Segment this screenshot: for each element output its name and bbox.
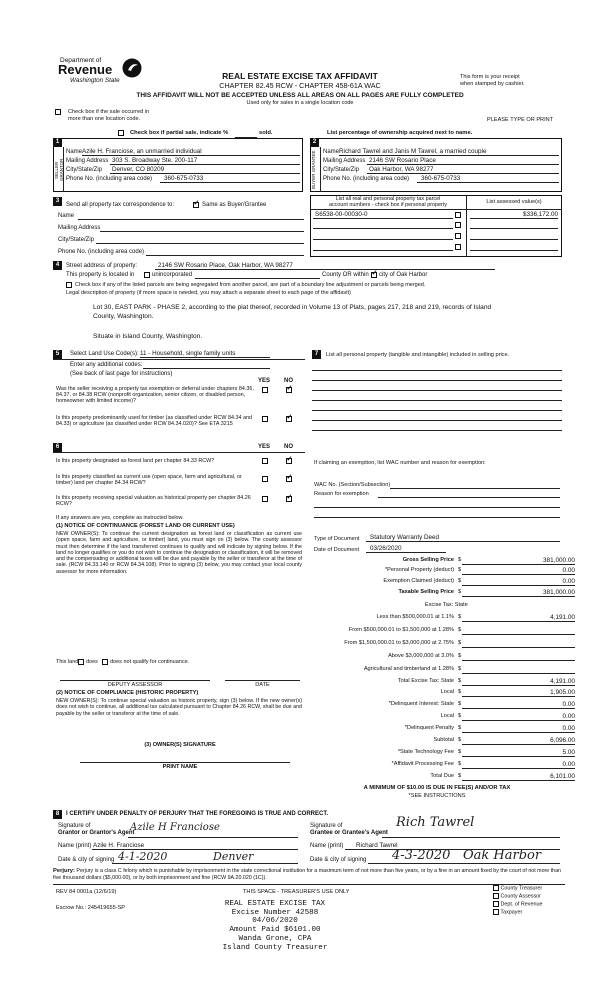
seller-city[interactable]: Denver, CO 80209 — [112, 166, 165, 173]
copy-dept-revenue-checkbox[interactable] — [493, 901, 499, 907]
taxable-value[interactable]: 381,000.00 — [462, 589, 575, 597]
stamp-line3: 04/06/2020 — [252, 917, 298, 926]
deputy-date-label: DATE — [255, 682, 270, 688]
deputy-assessor-label: DEPUTY ASSESSOR — [107, 682, 163, 688]
seller-side-label: SELLER GRANTOR — [54, 158, 65, 182]
taxable-label: Taxable Selling Price — [398, 589, 454, 595]
s6-q2-no[interactable] — [286, 476, 292, 483]
buyer-box — [310, 138, 562, 192]
t1-label: Less than $500,000.01 at 1.1% — [376, 614, 454, 620]
exemption-value[interactable]: 0.00 — [462, 578, 575, 586]
additional-codes-label: Enter any additional codes: — [70, 362, 143, 368]
unincorporated-checkbox[interactable] — [144, 272, 150, 279]
section-5-tag: 5 — [53, 350, 62, 359]
gross-label: Gross Selling Price — [402, 557, 454, 563]
buyer-side-label: BUYER GRANTEE — [311, 150, 316, 190]
copy-county-assessor-label: County Assessor — [500, 893, 541, 900]
t4-label: Above $3,000,000 at 3.0% — [388, 653, 454, 659]
t3-value[interactable] — [462, 640, 575, 648]
see-back-note: (See back of last page for instructions) — [70, 371, 173, 377]
assessed-value[interactable]: $336,172.00 — [522, 211, 558, 218]
s6-q3-yes[interactable] — [262, 496, 268, 503]
print-name-label: PRINT NAME — [162, 764, 198, 770]
grantee-city[interactable]: Oak Harbor — [463, 848, 542, 863]
parcel-header-2: account numbers - check box if personal property — [328, 202, 448, 208]
copy-taxpayer-label: Taxpayer — [500, 909, 523, 916]
doc-type-label: Type of Document — [314, 536, 360, 542]
parcel-header-1: List all real and personal property tax parcel — [335, 196, 441, 202]
affidavit-value[interactable]: 0.00 — [462, 761, 575, 769]
s5-q1: Was the seller receiving a property tax exemption or deferral under chapters 84.36, 84.37, or 84.38 RCW (nonprofit organization, senior citizen, or disabled person, homeowner with limited income)? — [56, 386, 254, 405]
local-value[interactable]: 1,905.00 — [462, 689, 575, 697]
seller-mailing[interactable]: 303 S. Broadway Ste. 200-117 — [112, 157, 198, 164]
seller-mailing-label: Mailing Address — [66, 158, 109, 164]
copy-taxpayer-checkbox[interactable] — [493, 909, 499, 915]
rev-number: REV 84 0001a (12/6/19) — [56, 889, 117, 895]
exemption-currency: $ — [458, 578, 462, 584]
parcel-number[interactable]: S6538-00-00030-0 — [315, 211, 368, 218]
logo-line3: Washington State — [70, 77, 120, 84]
section-2-tag: 2 — [310, 138, 319, 147]
copy-county-assessor — [493, 893, 541, 900]
excise-state-label: Excise Tax: State — [425, 602, 468, 608]
delinquent-local-currency: $ — [458, 713, 462, 719]
copy-county-assessor-checkbox[interactable] — [493, 893, 499, 899]
street-label: Street address of property: — [66, 263, 138, 269]
grantee-sig-label-1: Signature of — [310, 823, 343, 829]
total-due-label: Total Due — [430, 773, 454, 779]
ownership-note: List percentage of ownership acquired next to name. — [327, 130, 473, 136]
reason-label: Reason for exemption — [314, 491, 369, 497]
tech-currency: $ — [458, 749, 462, 755]
personal-property-label: List all personal property (tangible and intangible) included in selling price. — [326, 352, 510, 358]
grantee-date[interactable]: 4-3-2020 — [392, 848, 451, 863]
section-1-tag: 1 — [53, 138, 62, 147]
doc-date-label: Date of Document — [314, 547, 360, 553]
gross-value[interactable]: 381,000.00 — [462, 557, 575, 565]
doc-date[interactable]: 03/26/2020 — [370, 545, 402, 552]
s5-q2-no[interactable] — [286, 416, 292, 423]
receipt-note-2: when stamped by cashier. — [460, 81, 525, 87]
segregated-checkbox[interactable] — [66, 282, 72, 289]
seller-phone[interactable]: 360-675-0733 — [164, 175, 204, 182]
s3-phone-label: Phone No. (including area code) — [58, 249, 145, 255]
subtotal-currency: $ — [458, 737, 462, 743]
parcel-personal-checkbox-3[interactable] — [455, 233, 461, 240]
s6-q1: Is this property designated as forest land per chapter 84.33 RCW? — [56, 458, 215, 464]
total-state-label: Total Excise Tax: State — [397, 678, 454, 684]
s6-q2-yes[interactable] — [262, 476, 268, 483]
single-location-note: Used only for sales in a single location code — [246, 100, 354, 106]
s3-name-label: Name — [58, 213, 75, 219]
doc-type[interactable]: Statutory Warranty Deed — [370, 534, 440, 541]
s3-mailing-label: Mailing Address — [58, 225, 101, 231]
s6-q2: Is this property classified as current use (open space, farm and agricultural, or timber) land per chapter 84.34 RCW? — [56, 474, 242, 487]
t3-label: From $1,500,000.01 to $3,000,000 at 2.75% — [344, 640, 454, 646]
does-label: does — [86, 659, 98, 665]
see-instructions: *SEE INSTRUCTIONS — [408, 793, 466, 799]
this-land-label: This land — [56, 659, 79, 665]
treasurer-use-label: THIS SPACE - TREASURER'S USE ONLY — [243, 889, 350, 895]
land-use-code[interactable]: 11 - Household, single family units — [140, 350, 270, 358]
grantor-date[interactable]: 4-1-2020 — [118, 850, 168, 863]
copy-dept-revenue-label: Dept. of Revenue — [500, 901, 543, 908]
seller-city-label: City/State/Zip — [66, 167, 103, 173]
total-due-value[interactable]: 6,101.00 — [462, 773, 575, 781]
certify-statement: I CERTIFY UNDER PENALTY OF PERJURY THAT THE FOREGOING IS TRUE AND CORRECT. — [66, 811, 329, 817]
penalty-currency: $ — [458, 725, 462, 731]
grantor-city[interactable]: Denver — [213, 850, 254, 863]
logo-line2: Revenue — [58, 62, 113, 77]
s6-q3-no[interactable] — [286, 496, 292, 503]
local-label: Local — [440, 689, 454, 695]
buyer-mailing[interactable]: 2146 SW Rosario Place — [369, 157, 436, 164]
t3-currency: $ — [458, 640, 462, 646]
does-not-label: does not qualify for continuance. — [110, 659, 190, 665]
t4-value[interactable] — [462, 653, 575, 661]
buyer-phone-label: Phone No. (including area code) — [323, 176, 410, 182]
delinquent-state-label: *Delinquent Interest: State — [388, 701, 454, 707]
stamp-line5: Wanda Grone, CPA — [238, 934, 312, 943]
located-in-label: This property is located in — [66, 272, 135, 278]
t5-currency: $ — [458, 666, 462, 672]
partial-sale-checkbox[interactable] — [118, 130, 124, 137]
perjury-label: Perjury: — [53, 868, 75, 874]
total-state-value[interactable]: 4,191.00 — [462, 678, 575, 686]
delinquent-state-currency: $ — [458, 701, 462, 707]
s5-yes-header: YES — [258, 378, 271, 384]
seller-box — [53, 138, 303, 192]
owner-signature-label: (3) OWNER(S) SIGNATURE — [144, 742, 216, 748]
parcel-personal-checkbox-2[interactable] — [455, 222, 461, 229]
s5-q2: Is this property predominantly used for timber (as classified under RCW 84.34 and 84.33) or agriculture (as classified under RCW 84.34.020)? See ETA 3215 — [56, 415, 252, 428]
t4-currency: $ — [458, 653, 462, 659]
personal-label: *Personal Property (deduct) — [384, 567, 454, 573]
form-subtitle: CHAPTER 82.45 RCW - CHAPTER 458-61A WAC — [219, 81, 381, 90]
legal-description-1[interactable]: Lot 30, EAST PARK - PHASE 2, according to the plat thereof, recorded in Volume 13 of Plats, pages 217, 218 and 219, records of Island — [93, 304, 492, 311]
grantor-sig-label-2: Grantor or Grantor's Agent — [58, 830, 135, 836]
personal-currency: $ — [458, 567, 462, 573]
partial-sale-label: Check box if partial sale, indicate % — [130, 130, 229, 136]
minimum-fee-note: A MINIMUM OF $10.00 IS DUE IN FEE(S) AND/OR TAX — [363, 785, 511, 791]
assessed-header: List assessed value(s) — [486, 199, 542, 205]
segregated-label: Check box if any of the listed parcels are being segregated from another parcel, are part of a boundary line adjustment or parcels being merged. — [75, 282, 426, 288]
tech-label: *State Technology Fee — [397, 749, 454, 755]
section-6-tag: 6 — [53, 443, 62, 452]
total-state-currency: $ — [458, 678, 462, 684]
grantee-name-label: Name (print) — [310, 843, 344, 849]
copy-county-treasurer — [493, 885, 542, 892]
s6-q1-no[interactable] — [286, 458, 292, 465]
s6-if-yes: If any answers are yes, complete as instructed below. — [56, 515, 184, 521]
t2-value[interactable] — [462, 627, 575, 635]
unincorporated-label: unincorporated — [152, 272, 193, 278]
perjury-notice — [53, 868, 565, 881]
section-7-tag: 7 — [312, 350, 321, 359]
escrow-number: Escrow No.: 245419655-SP — [56, 905, 126, 911]
copy-taxpayer — [493, 909, 522, 916]
city-checkbox[interactable] — [371, 272, 377, 279]
sold-label: sold. — [259, 130, 273, 136]
grantee-name[interactable]: Richard Tawrel — [356, 842, 398, 849]
t1-value[interactable]: 4,191.00 — [462, 614, 575, 622]
stamp-line2: Excise Number 42588 — [231, 908, 319, 917]
grantee-signature[interactable]: Rich Tawrel — [396, 815, 475, 830]
s6-no-header: NO — [284, 444, 293, 450]
notice-compliance-body: NEW OWNER(S): To continue special valuation as historic property, sign (3) below. If the new owner(s) does not wish to continue, all additional tax calculated pursuant to Chapter 84.26 RCW, shall be due and payable by the seller or transferor at the time of sale. — [56, 698, 302, 717]
seller-name[interactable]: Azile H. Franciose, an unmarried individual — [82, 148, 202, 155]
stamp-line1: REAL ESTATE EXCISE TAX — [224, 900, 326, 908]
same-as-buyer-label: Same as Buyer/Grantee — [202, 202, 267, 208]
copy-dept-revenue — [493, 901, 542, 908]
county-or-within-label: County OR within — [322, 272, 369, 278]
multi-location-checkbox[interactable] — [55, 109, 61, 116]
s5-q1-no[interactable] — [286, 387, 292, 394]
land-use-label: Select Land Use Code(s): — [70, 351, 139, 357]
delinquent-state-value[interactable]: 0.00 — [462, 701, 575, 709]
t2-currency: $ — [458, 627, 462, 633]
legal-description-2[interactable]: County, Washington. — [93, 313, 154, 320]
form-warning: THIS AFFIDAVIT WILL NOT BE ACCEPTED UNLESS ALL AREAS ON ALL PAGES ARE FULLY COMPLETED — [136, 91, 464, 99]
grantor-sig-label-1: Signature of — [58, 823, 91, 829]
buyer-name-label: Name — [323, 149, 340, 155]
buyer-name[interactable]: Richard Tawrel and Janis M Tawrel, a married couple — [339, 148, 487, 155]
gross-currency: $ — [458, 557, 462, 563]
form-title: REAL ESTATE EXCISE TAX AFFIDAVIT — [222, 71, 378, 81]
taxable-currency: $ — [458, 589, 462, 595]
send-correspondence-label: Send all property tax correspondence to: — [66, 202, 175, 208]
does-not-checkbox[interactable] — [102, 659, 108, 666]
legal-description-label: Legal description of property (if more space is needed, you may attach a separate sheet to each page of the affidavit) — [66, 290, 351, 296]
seller-name-label: Name — [66, 149, 83, 155]
affidavit-label: *Affidavit Processing Fee — [391, 761, 454, 767]
t2-label: From $500,000.01 to $1,500,000 at 1.28% — [348, 627, 454, 633]
penalty-label: *Delinquent Penalty — [404, 725, 454, 731]
s6-yes-header: YES — [258, 444, 271, 450]
subtotal-value[interactable]: 6,096.00 — [462, 737, 575, 745]
buyer-city[interactable]: Oak Harbor, WA 98277 — [369, 166, 434, 173]
section-3-tag: 3 — [53, 197, 62, 206]
grantee-date-label: Date & city of signing — [310, 857, 367, 863]
buyer-phone[interactable]: 360-675-0733 — [421, 175, 461, 182]
street-address[interactable]: 2146 SW Rosario Place, Oak Harbor, WA 98277 — [158, 262, 293, 269]
grantor-name[interactable]: Azile H. Franciose — [93, 842, 145, 849]
parcel-personal-checkbox-1[interactable] — [455, 212, 461, 219]
buyer-city-label: City/State/Zip — [323, 167, 360, 173]
t5-value[interactable] — [462, 666, 575, 674]
grantor-name-label: Name (print) — [58, 843, 92, 849]
stamp-line6: Island County Treasurer — [222, 943, 328, 952]
exemption-note: If claiming an exemption, list WAC number and reason for exemption: — [314, 460, 486, 466]
grantor-date-label: Date & city of signing — [58, 857, 115, 863]
notice-continuance-body: NEW OWNER(S): To continue the current designation as forest land or classification as current use (open space, farm and agriculture, or timber) land, you must sign on (3) below. The county assessor must then determine if the land transferred continues to qualify and will indicate by signing below. If the land no longer qualifies or you do not wish to continue the designation or classification, it will be removed and the compensating or additional taxes will be due and payable by the seller or transferor at the time of sale. (RCW 84.33.140 or RCW 84.34.108). Prior to signing (3) below, you may contact your local county assessor for more information. — [56, 531, 302, 575]
multi-location-label-2: more than one location code. — [68, 116, 141, 122]
treasurer-stamp — [170, 900, 380, 952]
delinquent-local-value[interactable]: 0.00 — [462, 713, 575, 721]
perjury-text: Perjury is a class C felony which is punishable by imprisonment in the state correctional institution for a maximum term of not more than five years, or by a fine in an amount fixed by the court of not more than five thousand dollars ($5,000.00), or by both imprisonment and fine (RCW 9A.20.020 (1C)). — [53, 868, 562, 881]
penalty-value[interactable]: 0.00 — [462, 725, 575, 733]
subtotal-label: Subtotal — [433, 737, 454, 743]
total-due-currency: $ — [458, 773, 462, 779]
notice-compliance-title: (2) NOTICE OF COMPLIANCE (HISTORIC PROPERTY) — [56, 690, 199, 696]
legal-description-3[interactable]: Situate in Island County, Washington. — [93, 333, 203, 340]
copy-county-treasurer-checkbox[interactable] — [493, 885, 499, 891]
personal-value[interactable]: 0.00 — [462, 567, 575, 575]
s5-q2-yes[interactable] — [262, 416, 268, 423]
s3-city-label: City/State/Zip — [58, 237, 95, 243]
section-8-tag: 8 — [53, 810, 62, 819]
tech-value[interactable]: 5.00 — [462, 749, 575, 757]
dor-logo — [58, 57, 148, 89]
exemption-label: Exemption Claimed (deduct) — [383, 578, 454, 584]
t5-label: Agricultural and timberland at 1.28% — [363, 666, 454, 672]
section-4-tag: 4 — [53, 261, 62, 270]
receipt-note-1: This form is your receipt — [460, 74, 520, 80]
seller-phone-label: Phone No. (including area code) — [66, 176, 153, 182]
s5-no-header: NO — [284, 378, 293, 384]
grantee-sig-label-2: Grantee or Grantee's Agent — [310, 830, 388, 836]
s6-q1-yes[interactable] — [262, 458, 268, 465]
notice-continuance-title: (1) NOTICE OF CONTINUANCE (FOREST LAND OR CURRENT USE) — [56, 523, 235, 529]
local-currency: $ — [458, 689, 462, 695]
logo-mark-icon — [122, 58, 142, 78]
city-of-label: city of Oak Harbor — [379, 272, 428, 278]
logo-line1: Department of — [60, 57, 102, 64]
affidavit-currency: $ — [458, 761, 462, 767]
s6-q3: Is this property receiving special valuation as historical property per chapter 84.26 RCW? — [56, 495, 251, 508]
s5-q1-yes[interactable] — [262, 387, 268, 394]
delinquent-local-label: Local — [440, 713, 454, 719]
stamp-line4: Amount Paid $6101.00 — [229, 926, 321, 935]
copy-county-treasurer-label: County Treasurer — [500, 885, 543, 892]
t1-currency: $ — [458, 614, 462, 620]
wac-label: WAC No. (Section/Subsection) — [314, 482, 391, 488]
multi-location-label-1: Check box if the sale occurred in — [68, 109, 150, 115]
print-note: PLEASE TYPE OR PRINT — [487, 117, 554, 123]
parcel-personal-checkbox-4[interactable] — [455, 244, 461, 251]
does-checkbox[interactable] — [78, 659, 84, 666]
grantor-signature[interactable]: Azile H Franciose — [130, 822, 220, 833]
buyer-mailing-label: Mailing Address — [323, 158, 366, 164]
same-as-buyer-checkbox[interactable] — [193, 202, 199, 209]
